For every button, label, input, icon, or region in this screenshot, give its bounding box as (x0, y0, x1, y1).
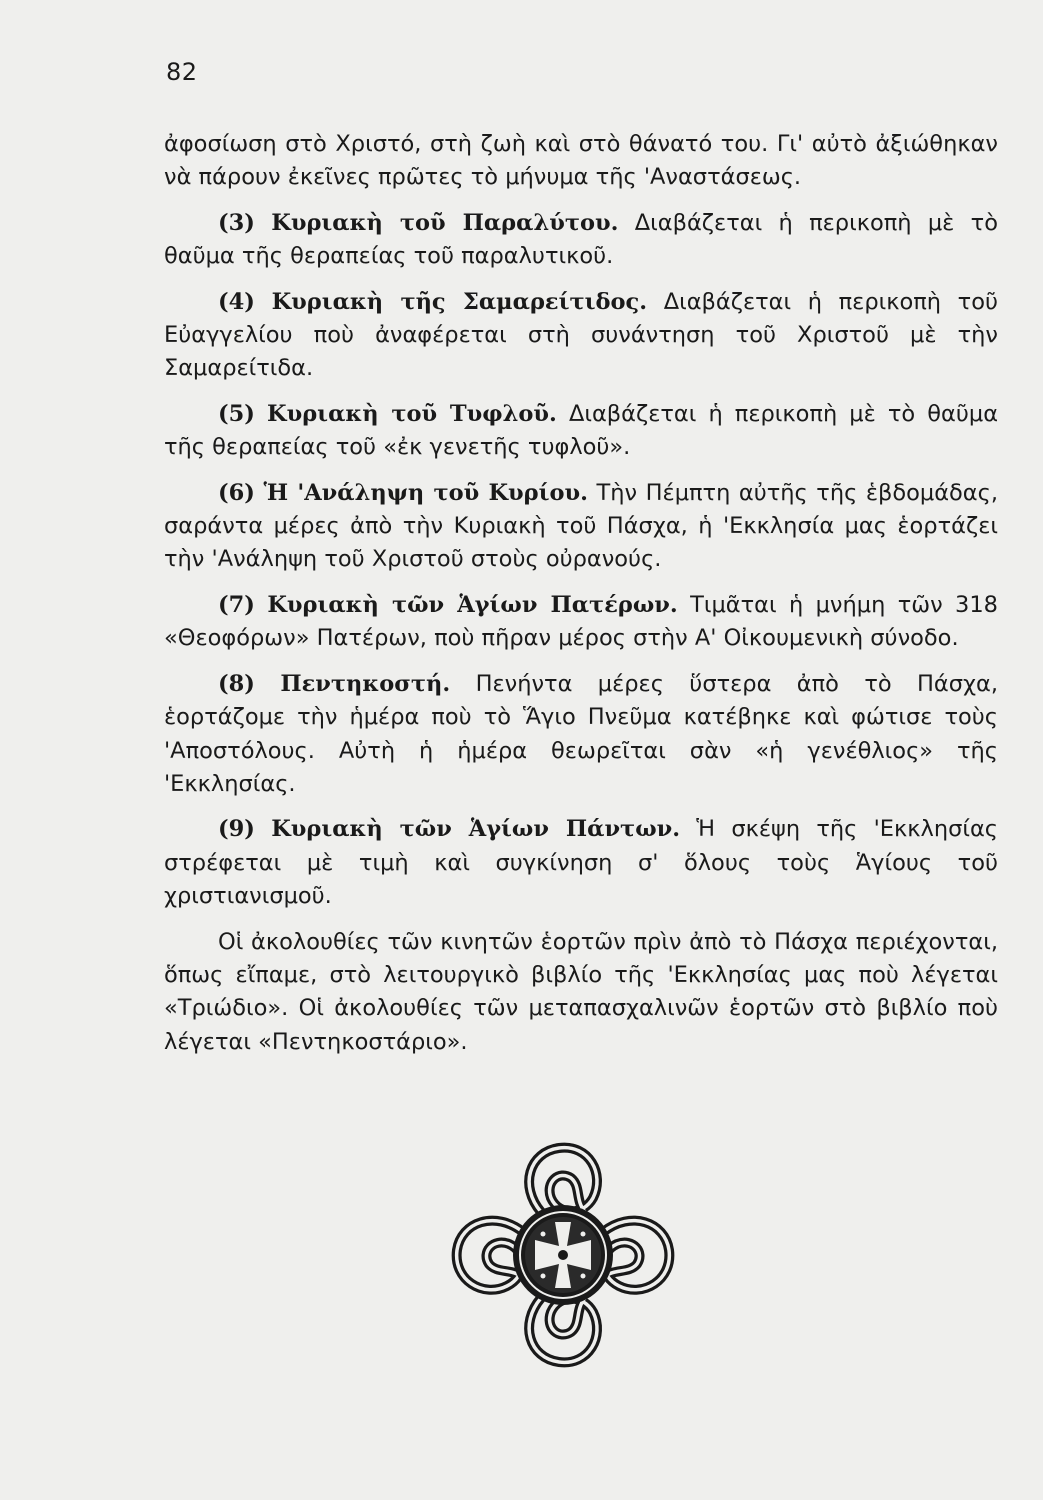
paragraph-item-4 (164, 286, 998, 386)
item-number: (4) (218, 288, 255, 315)
paragraph-text: Πενήντα μέρες ὕστερα ἀπὸ τὸ Πάσχα, ἑορτάζομε τὴν ἡμέρα ποὺ τὸ Ἅγιο Πνεῦμα κατέβηκε καὶ φώτισε τοὺς 'Αποστόλους. Αὐτὴ ἡ ἡμέρα θεωρεῖται σὰν «ἡ γενέθλιος» τῆς 'Εκκλησίας. (164, 670, 999, 797)
item-heading: Πεντηκοστή. (280, 670, 451, 697)
paragraph-intro (164, 128, 998, 195)
paragraph-text: Τιμᾶται ἡ μνήμη τῶν 318 «Θεοφόρων» Πατέρων, ποὺ πῆραν μέρος στὴν Α' Οἰκουμενικὴ σύνοδο. (164, 591, 998, 652)
paragraph-item-5 (164, 398, 998, 465)
paragraph-text: Οἱ ἀκολουθίες τῶν κινητῶν ἑορτῶν πρὶν ἀπὸ τὸ Πάσχα περιέχονται, ὅπως εἴπαμε, στὸ λειτουργικὸ βιβλίο τῆς 'Εκκλησίας μας ποὺ λέγεται «Τριώδιο». Οἱ ἀκολουθίες τῶν μεταπασχαλινῶν ἑορτῶν στὸ βιβλίο ποὺ λέγεται «Πεντηκοστάριο». (164, 928, 998, 1055)
item-heading: Κυριακὴ τοῦ Τυφλοῦ. (267, 400, 557, 427)
item-heading: Κυριακὴ τῶν Ἁγίων Πάντων. (271, 816, 681, 843)
paragraph-text: Διαβάζεται ἡ περικοπὴ μὲ τὸ θαῦμα τῆς θεραπείας τοῦ παραλυτικοῦ. (164, 209, 998, 270)
item-heading: Ἡ 'Ανάληψη τοῦ Κυρίου. (263, 479, 588, 506)
item-heading: Κυριακὴ τῶν Ἁγίων Πατέρων. (267, 591, 678, 618)
paragraph-text: Διαβάζεται ἡ περικοπὴ μὲ τὸ θαῦμα τῆς θεραπείας τοῦ «ἐκ γενετῆς τυφλοῦ». (164, 400, 999, 461)
paragraph-text: Τὴν Πέμπτη αὐτῆς τῆς ἑβδομάδας, σαράντα μέρες ἀπὸ τὴν Κυριακὴ τοῦ Πάσχα, ἡ 'Εκκλησία μας ἑορτάζει τὴν 'Ανάληψη τοῦ Χριστοῦ στοὺς οὐρανούς. (164, 479, 998, 573)
paragraph-text: ἀφοσίωση στὸ Χριστό, στὴ ζωὴ καὶ στὸ θάνατό του. Γι' αὐτὸ ἀξιώθηκαν νὰ πάρουν ἐκεῖνες πρῶτες τὸ μήνυμα τῆς 'Αναστάσεως. (164, 131, 998, 191)
item-number: (9) (218, 816, 255, 843)
item-number: (7) (218, 591, 255, 618)
page-number: 82 (166, 58, 198, 86)
item-heading: Κυριακὴ τοῦ Παραλύτου. (271, 209, 619, 236)
paragraph-item-3 (164, 207, 998, 274)
paragraph-item-9 (164, 813, 998, 913)
body-text (164, 128, 998, 1071)
paragraph-closing (164, 926, 998, 1060)
paragraph-item-6 (164, 477, 998, 577)
item-number: (5) (218, 400, 255, 427)
item-number: (3) (218, 209, 255, 236)
paragraph-item-8 (164, 668, 998, 802)
paragraph-item-7 (164, 589, 998, 656)
paragraph-text: Ἡ σκέψη τῆς 'Εκκλησίας στρέφεται μὲ τιμὴ καὶ συγκίνηση σ' ὅλους τοὺς Ἁγίους τοῦ χριστιανισμοῦ. (164, 816, 998, 910)
paragraph-text: Διαβάζεται ἡ περικοπὴ τοῦ Εὐαγγελίου ποὺ ἀναφέρεται στὴ συνάντηση τοῦ Χριστοῦ μὲ τὴν Σαμαρείτιδα. (164, 288, 999, 382)
item-number: (6) (218, 479, 255, 506)
item-heading: Κυριακὴ τῆς Σαμαρείτιδος. (271, 288, 648, 315)
cross-knot-ornament-icon (443, 1140, 683, 1370)
item-number: (8) (218, 670, 255, 697)
